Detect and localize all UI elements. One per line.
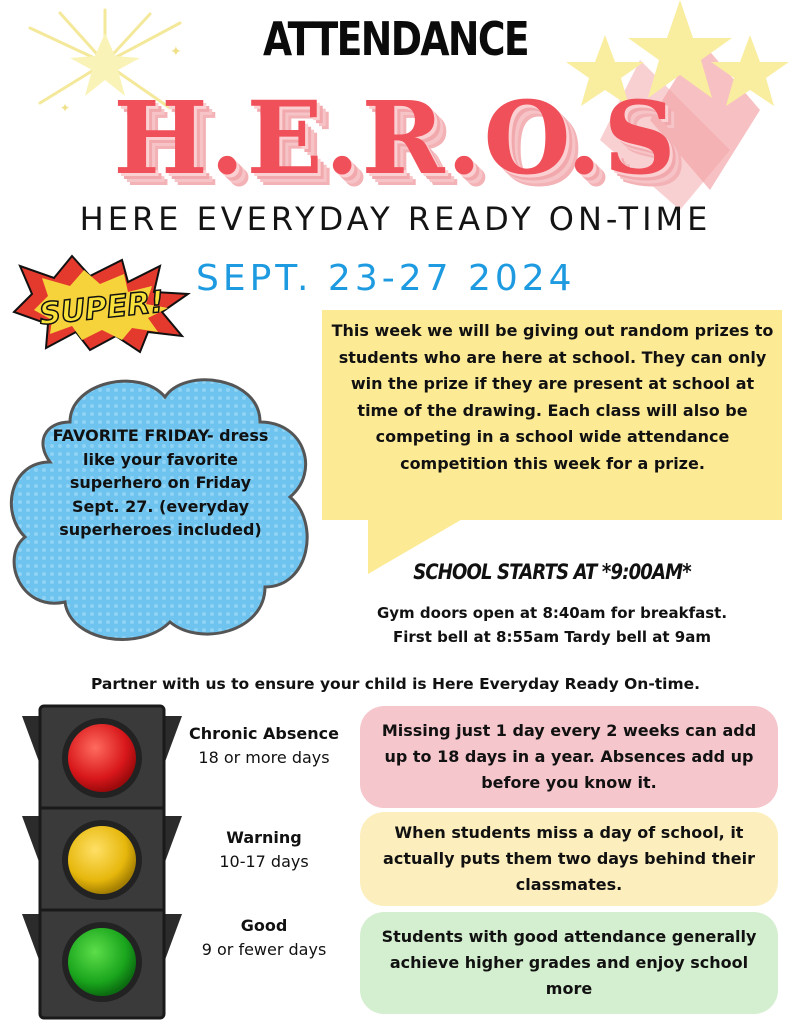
- message-text: Missing just 1 day every 2 weeks can add up to 18 days in a year. Absences add up before you know it.: [381, 721, 757, 792]
- attendance-heading: ATTENDANCE: [262, 12, 529, 66]
- level-chronic-absence: [178, 722, 350, 770]
- level-title: Chronic Absence: [189, 724, 339, 743]
- event-dates: SEPT. 23-27 2024: [196, 258, 576, 299]
- super-badge: [10, 252, 192, 354]
- level-range: 10-17 days: [219, 852, 309, 871]
- partner-statement: Partner with us to ensure your child is Here Everyday Ready On-time.: [90, 675, 701, 693]
- svg-text:✦: ✦: [170, 44, 182, 60]
- level-title: Warning: [226, 828, 302, 847]
- red-light: [68, 724, 136, 792]
- chronic-absence-message: [360, 706, 778, 808]
- message-text: Students with good attendance generally achieve higher grades and enjoy school more: [381, 927, 757, 998]
- schedule-line-2: First bell at 8:55am Tardy bell at 9am: [393, 628, 711, 646]
- svg-text:✦: ✦: [60, 101, 71, 115]
- super-badge-text: SUPER!: [37, 284, 166, 333]
- info-text: This week we will be giving out random prizes to students who are here at school. They can only win the prize if they are present at school at time of the drawing. Each class will also be competing in a school wide attendance competition this week for a prize.: [331, 321, 774, 473]
- traffic-light-icon: [22, 704, 182, 1020]
- level-good: [178, 914, 350, 962]
- heros-expansion: HERE EVERYDAY READY ON-TIME: [79, 200, 712, 238]
- good-message: [360, 912, 778, 1014]
- heros-title: H.E.R.O.S: [113, 79, 678, 197]
- favorite-friday-text: FAVORITE FRIDAY- dress like your favorite superhero on Friday Sept. 27. (everyday superheroes included): [52, 426, 269, 539]
- level-range: 9 or fewer days: [201, 940, 327, 959]
- message-text: When students miss a day of school, it actually puts them two days behind their classmates.: [383, 823, 755, 894]
- warning-message: [360, 812, 778, 906]
- level-range: 18 or more days: [198, 748, 330, 767]
- school-start-time: SCHOOL STARTS AT *9:00AM*: [413, 560, 691, 584]
- level-warning: [178, 826, 350, 874]
- green-light: [68, 928, 136, 996]
- yellow-light: [68, 826, 136, 894]
- schedule-line-1: Gym doors open at 8:40am for breakfast.: [376, 604, 728, 622]
- level-title: Good: [240, 916, 288, 935]
- schedule-details: [322, 601, 782, 649]
